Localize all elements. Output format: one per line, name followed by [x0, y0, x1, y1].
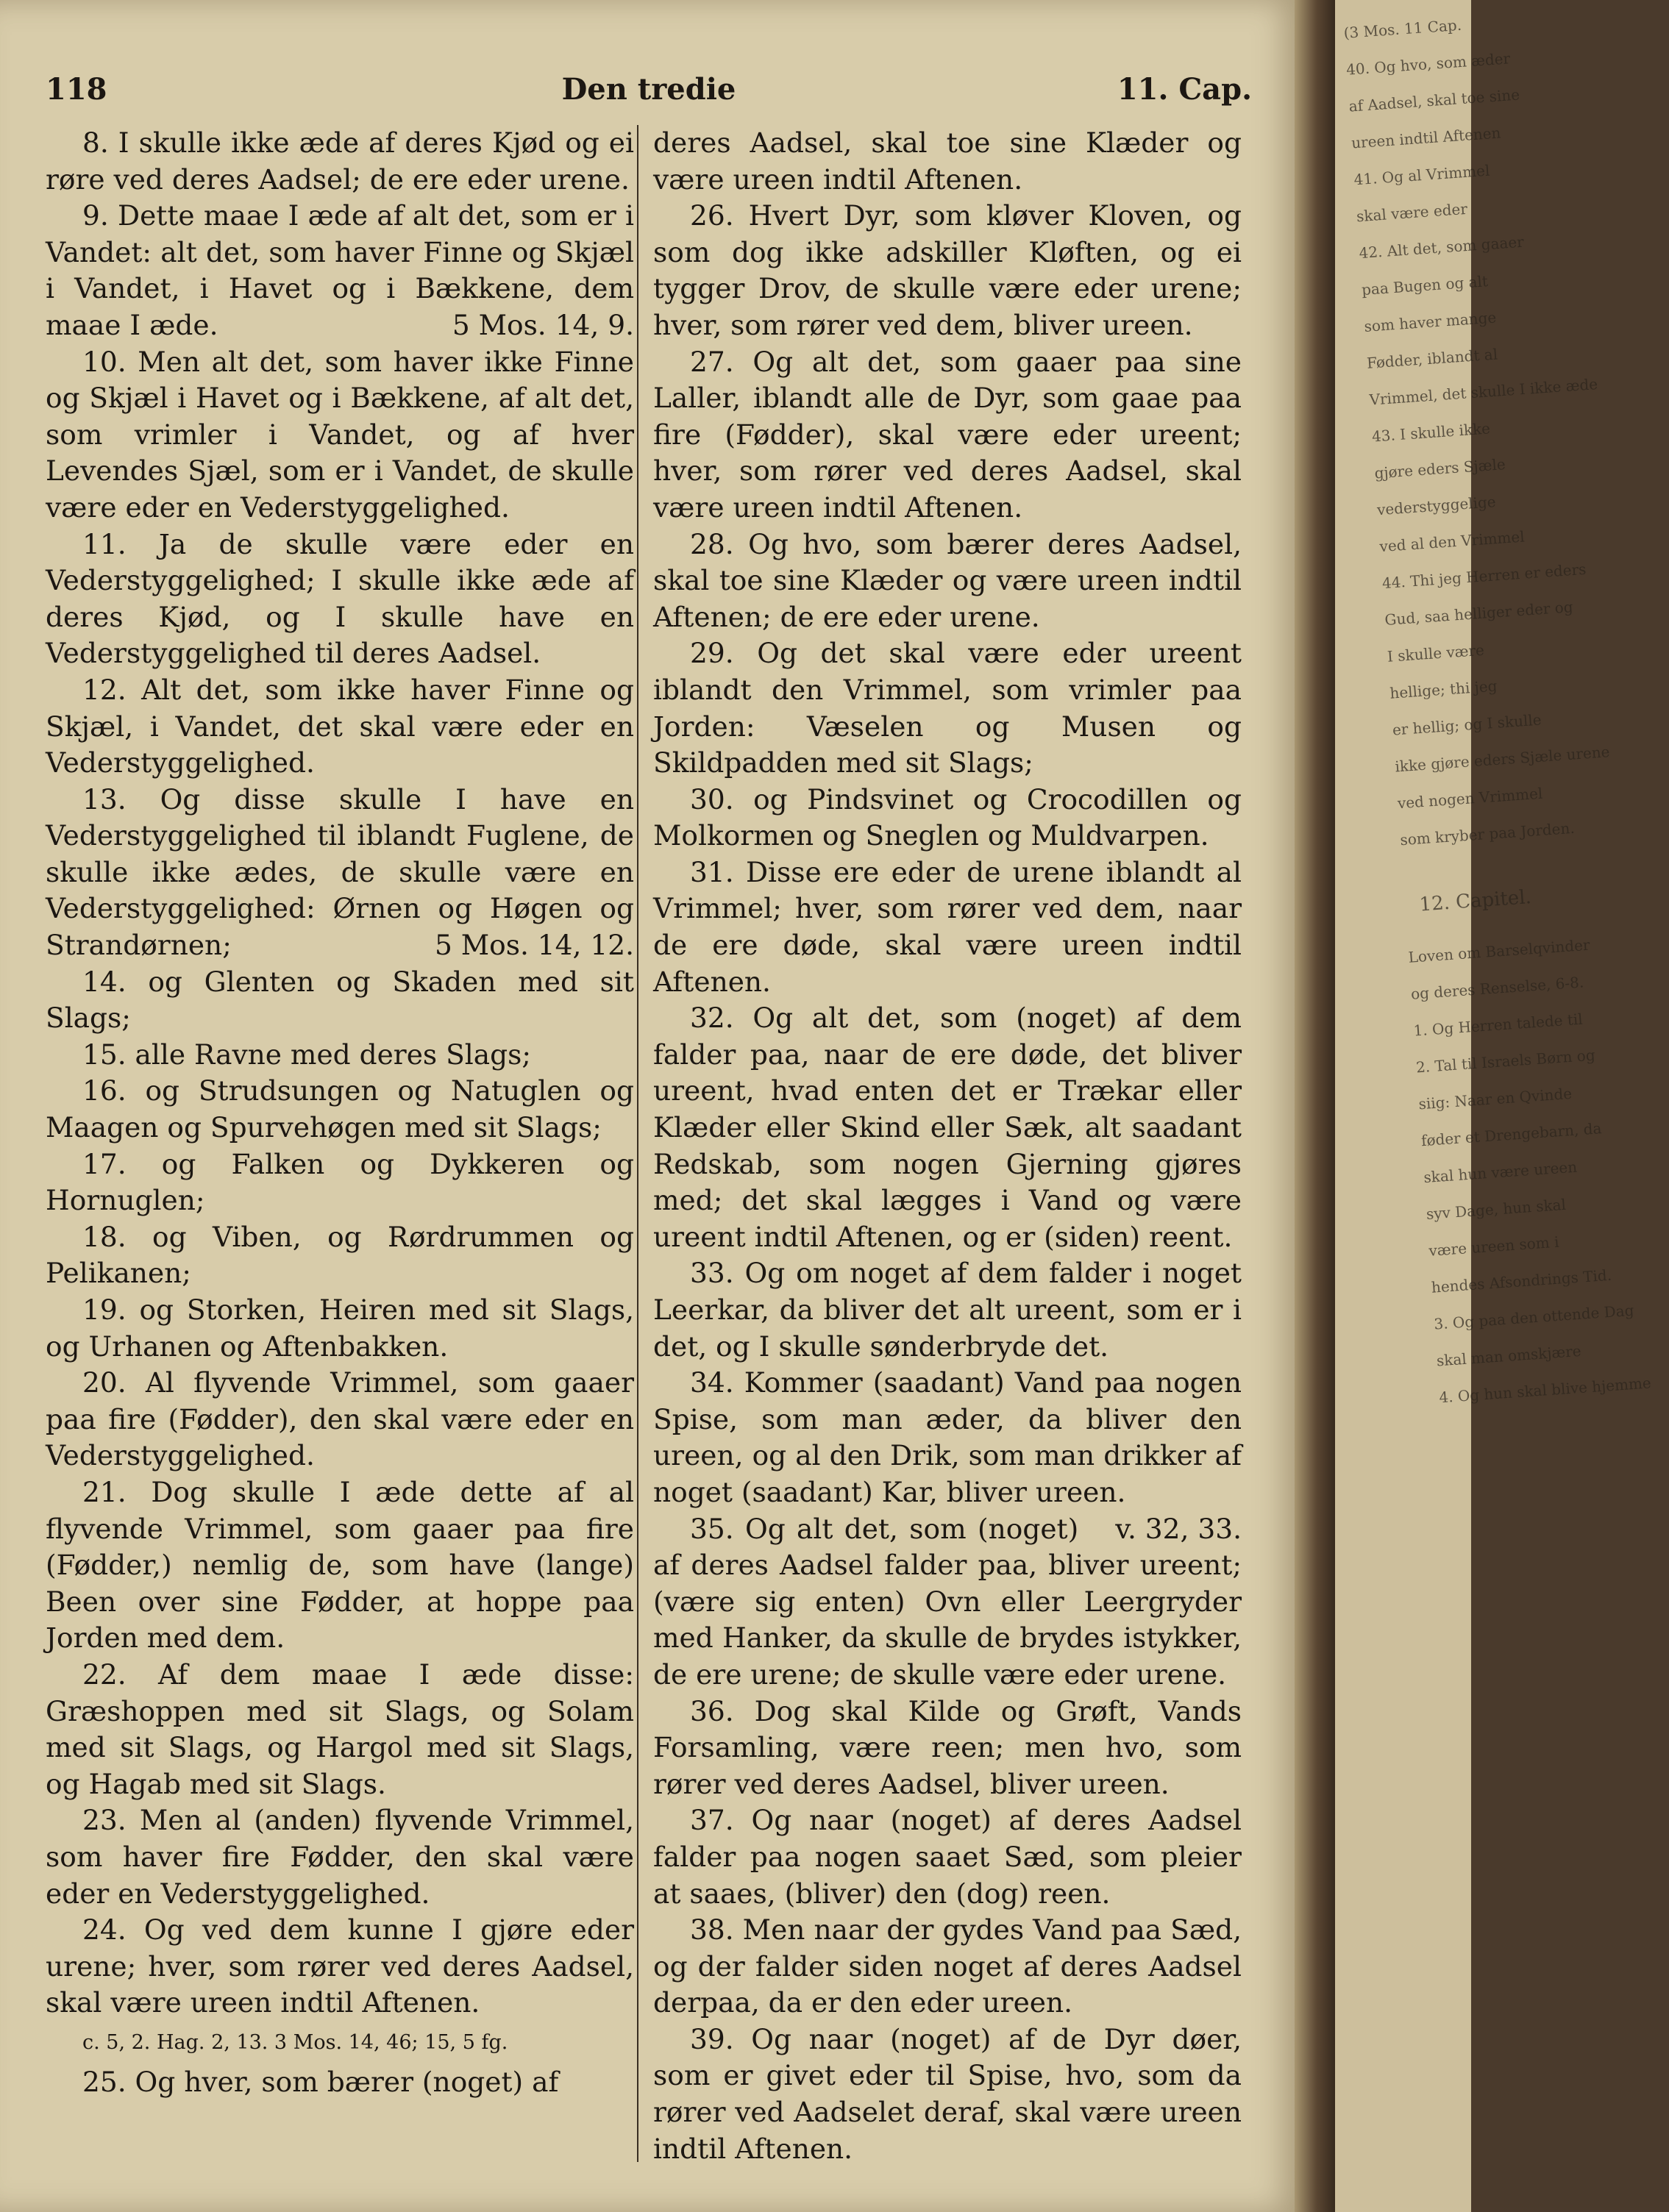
- verse-text: 10. Men alt det, som haver ikke Finne og Skjæl i Havet og i Bækkene, af alt det, som vrimler i Vandet, og af hver Levendes Sjæl, som er i Vandet, de skulle være eder en Vederstyggelighed.: [46, 345, 634, 524]
- facing-line: 3. Og paa den ottende Dag: [1433, 1301, 1635, 1333]
- verse: 25. Og hver, som bærer (noget) af: [82, 2065, 559, 2098]
- verse: [46, 1474, 634, 1657]
- verse-text: 23. Men al (anden) flyvende Vrimmel, som haver fire Fødder, den skal være eder en Vederstyggelighed.: [46, 1804, 634, 1910]
- facing-line: som kryber paa Jorden.: [1399, 818, 1576, 849]
- verse-text: 9. Dette maae I æde af alt det, som er i Vandet: alt det, som haver Finne og Skjæl i Vandet, i Havet og i Bækkene, dem maae I æde.: [46, 199, 634, 341]
- facing-line: (3 Mos. 11 Cap.: [1342, 15, 1462, 42]
- verse: [46, 1073, 634, 1146]
- verse-text: 27. Og alt det, som gaaer paa sine Laller, iblandt alle de Dyr, som gaae paa fire (Fødder), skal være eder ureent; hver, som rører ved deres Aadsel, skal være ureen indtil Aftenen.: [653, 345, 1242, 524]
- verse-text: 15. alle Ravne med deres Slags;: [82, 1038, 531, 1071]
- facing-page: [1335, 0, 1652, 2212]
- facing-line: hendes Afsondrings Tid.: [1431, 1266, 1612, 1296]
- facing-line: føder et Drengebarn, da: [1420, 1119, 1603, 1150]
- verse: [46, 782, 634, 964]
- verse: [46, 1146, 634, 1219]
- verse: [653, 344, 1242, 527]
- verse-text: 8. I skulle ikke æde af deres Kjød og ei røre ved deres Aadsel; de ere eder urene.: [46, 126, 634, 196]
- verse-text: 32. Og alt det, som (noget) af dem falder paa, naar de ere døde, det bliver ureent, hvad enten det er Trækar eller Klæder eller Skind eller Sæk, alt saadant Redskab, som nogen Gjerning gjøres med; det skal lægges i Vand og være ureent indtil Aftenen, og er (siden) reent.: [653, 1002, 1242, 1253]
- facing-line: 44. Thi jeg Herren er eders: [1381, 560, 1587, 593]
- facing-line: ved al den Vrimmel: [1378, 527, 1526, 556]
- facing-line: 4. Og hun skal blive hjemme: [1438, 1374, 1652, 1407]
- verse-text: 13. Og disse skulle I have en Vederstyggelighed til iblandt Fuglene, de skulle ikke ædes, de skulle være en Vederstyggelighed: Ørnen og Høgen og Strandørnen;: [46, 782, 634, 962]
- verse: [653, 855, 1242, 1000]
- facing-page-text: [1342, 6, 1652, 1416]
- verse-text: 37. Og naar (noget) af deres Aadsel falder paa nogen saaet Sæd, som pleier at saaes, (bliver) den (dog) reen.: [653, 1804, 1242, 1910]
- verse-text: 20. Al flyvende Vrimmel, som gaaer paa fire (Fødder), den skal være eder en Vederstyggelighed.: [46, 1366, 634, 1472]
- verse-text: 14. og Glenten og Skaden med sit Slags;: [46, 965, 634, 1035]
- verse: [653, 1802, 1242, 1912]
- verse: [46, 1365, 634, 1474]
- facing-line: 2. Tal til Israels Børn og: [1415, 1046, 1596, 1077]
- left-column: [46, 125, 634, 2100]
- facing-line: og deres Renselse, 6-8.: [1410, 973, 1584, 1003]
- facing-line: være ureen som i: [1428, 1232, 1560, 1260]
- facing-line: skal hun være ureen: [1423, 1157, 1578, 1187]
- facing-line: Gud, saa helliger eder og: [1384, 598, 1574, 629]
- page-header: [46, 72, 1252, 113]
- verse: [46, 672, 634, 782]
- verse-text: 26. Hvert Dyr, som kløver Kloven, og som dog ikke adskiller Kløften, og ei tygger Drov, de skulle være eder urene; hver, som rører ved dem, bliver ureen.: [653, 199, 1242, 341]
- verse: [653, 1255, 1242, 1365]
- verse: [46, 964, 634, 1037]
- verse: [46, 1219, 634, 1292]
- book-gutter: [1295, 0, 1339, 2212]
- right-column: [653, 125, 1242, 2167]
- facing-chapter-heading: 12. Capitel.: [1418, 886, 1532, 916]
- verse: [653, 1912, 1242, 2022]
- facing-line: Vrimmel, det skulle I ikke æde: [1368, 375, 1598, 409]
- facing-line: 42. Alt det, som gaaer: [1358, 232, 1525, 263]
- verse: [653, 198, 1242, 343]
- verse-text: 35. Og alt det, som (noget) af deres Aadsel falder paa, bliver ureent; (være sig enten) Ovn eller Leergryder med Hanker, da skulle de brydes istykker, de ere urene; de skulle være eder urene.: [653, 1512, 1242, 1691]
- verse: [46, 125, 634, 198]
- verse-text: 12. Alt det, som ikke haver Finne og Skjæl, i Vandet, det skal være eder en Vederstyggelighed.: [46, 673, 634, 779]
- facing-line: af Aadsel, skal toe sine: [1348, 85, 1520, 115]
- facing-line: vederstyggelige: [1376, 493, 1497, 519]
- verse: [46, 1037, 634, 1074]
- verse: [46, 1657, 634, 1802]
- cross-reference: 5 Mos. 14, 9.: [452, 308, 634, 341]
- facing-line: 43. I skulle ikke: [1371, 419, 1491, 446]
- facing-line: siig: Naar en Qvinde: [1417, 1084, 1573, 1113]
- verse-text: 11. Ja de skulle være eder en Vederstyggelighed; I skulle ikke æde af deres Kjød, og I skulle have en Vederstyggelighed til deres Aadsel.: [46, 527, 634, 670]
- facing-line: skal man omskjære: [1436, 1341, 1582, 1370]
- verse-text: 29. Og det skal være eder ureent iblandt den Vrimmel, som vrimler paa Jorden: Væselen og Musen og Skildpadden med sit Slags;: [653, 637, 1242, 779]
- verse-text: 34. Kommer (saadant) Vand paa nogen Spise, som man æder, da bliver den ureen, og al den Drik, som man drikker af noget (saadant) Kar, bliver ureen.: [653, 1366, 1242, 1508]
- facing-line: ikke gjøre eders Sjæle urene: [1394, 743, 1611, 776]
- verse-text: 39. Og naar (noget) af de Dyr døer, som er givet eder til Spise, hvo, som da rører ved Aadselet deraf, skal være ureen indtil Aftenen.: [653, 2022, 1242, 2165]
- facing-line: 1. Og Herren talede til: [1412, 1010, 1584, 1040]
- facing-line: er hellig; og I skulle: [1392, 710, 1542, 739]
- verse-text: 21. Dog skulle I æde dette af al flyvende Vrimmel, som gaaer paa fire (Fødder,) nemlig de, som have (lange) Been over sine Fødder, at hoppe paa Jorden med dem.: [46, 1475, 634, 1655]
- footnote: c. 5, 2. Hag. 2, 13. 3 Mos. 14, 46; 15, 5 fg.: [82, 2030, 508, 2054]
- verse: [46, 344, 634, 527]
- verse: [653, 2022, 1242, 2167]
- verse-text: 18. og Viben, og Rørdrummen og Pelikanen;: [46, 1220, 634, 1290]
- facing-line: hellige; thi jeg: [1389, 677, 1498, 702]
- facing-line: gjøre eders Sjæle: [1373, 455, 1506, 482]
- verse-text: 33. Og om noget af dem falder i noget Leerkar, da bliver det alt ureent, som er i det, og I skulle sønderbryde det.: [653, 1257, 1242, 1363]
- facing-line: syv Dage, hun skal: [1426, 1195, 1567, 1223]
- verse-text: 28. Og hvo, som bærer deres Aadsel, skal toe sine Klæder og være ureen indtil Aftenen; de ere eder urene.: [653, 527, 1242, 633]
- verse-text: 22. Af dem maae I æde disse: Græshoppen med sit Slags, og Solam med sit Slags, og Hargol med sit Slags, og Hagab med sit Slags.: [46, 1658, 634, 1800]
- facing-line: Loven om Barselqvinder: [1407, 935, 1591, 966]
- column-divider: [637, 125, 638, 2162]
- facing-line: ved nogen Vrimmel: [1397, 784, 1543, 813]
- verse: [46, 527, 634, 672]
- chapter-label: 11. Cap.: [1117, 72, 1252, 107]
- verse: [46, 1292, 634, 1365]
- facing-line: 40. Og hvo, som æder: [1345, 49, 1511, 79]
- verse-continuation: deres Aadsel, skal toe sine Klæder og være ureen indtil Aftenen.: [653, 126, 1242, 196]
- verse: [46, 1802, 634, 1912]
- facing-line: 41. Og al Vrimmel: [1353, 161, 1491, 189]
- verse-text: 24. Og ved dem kunne I gjøre eder urene; hver, som rører ved deres Aadsel, skal være ureen indtil Aftenen.: [46, 1913, 634, 2019]
- facing-line: Fødder, iblandt al: [1366, 345, 1498, 372]
- verse-text: 30. og Pindsvinet og Crocodillen og Molkormen og Sneglen og Muldvarpen.: [653, 782, 1242, 852]
- page-number: 118: [46, 72, 107, 107]
- verse-text: 19. og Storken, Heiren med sit Slags, og Urhanen og Aftenbakken.: [46, 1294, 634, 1363]
- verse-text: 38. Men naar der gydes Vand paa Sæd, og der falder siden noget af deres Aadsel derpaa, da er den eder ureen.: [653, 1913, 1242, 2019]
- verse: [653, 527, 1242, 636]
- cross-reference: v. 32, 33.: [1115, 1512, 1242, 1545]
- verse: [653, 1365, 1242, 1545]
- cross-reference: 5 Mos. 14, 12.: [434, 929, 634, 962]
- verse: [653, 1694, 1242, 1803]
- facing-line: skal være eder: [1356, 199, 1468, 226]
- verse: [46, 1912, 634, 2022]
- facing-line: paa Bugen og alt: [1361, 272, 1489, 299]
- verse: [46, 198, 634, 343]
- facing-line: som haver mange: [1363, 308, 1497, 335]
- facing-line: I skulle være: [1387, 641, 1485, 666]
- verse-text: 17. og Falken og Dykkeren og Hornuglen;: [46, 1147, 634, 1217]
- book-title: Den tredie: [561, 72, 736, 107]
- verse: [653, 635, 1242, 781]
- verse: [653, 782, 1242, 855]
- verse: [653, 1000, 1242, 1255]
- verse-text: 31. Disse ere eder de urene iblandt al Vrimmel; hver, som rører ved dem, naar de ere døde, skal være ureen indtil Aftenen.: [653, 855, 1242, 998]
- verse-text: 16. og Strudsungen og Natuglen og Maagen og Spurvehøgen med sit Slags;: [46, 1074, 634, 1144]
- verse-text: 36. Dog skal Kilde og Grøft, Vands Forsamling, være reen; men hvo, som rører ved deres Aadsel, bliver ureen.: [653, 1694, 1242, 1800]
- facing-line: ureen indtil Aftenen: [1350, 124, 1502, 152]
